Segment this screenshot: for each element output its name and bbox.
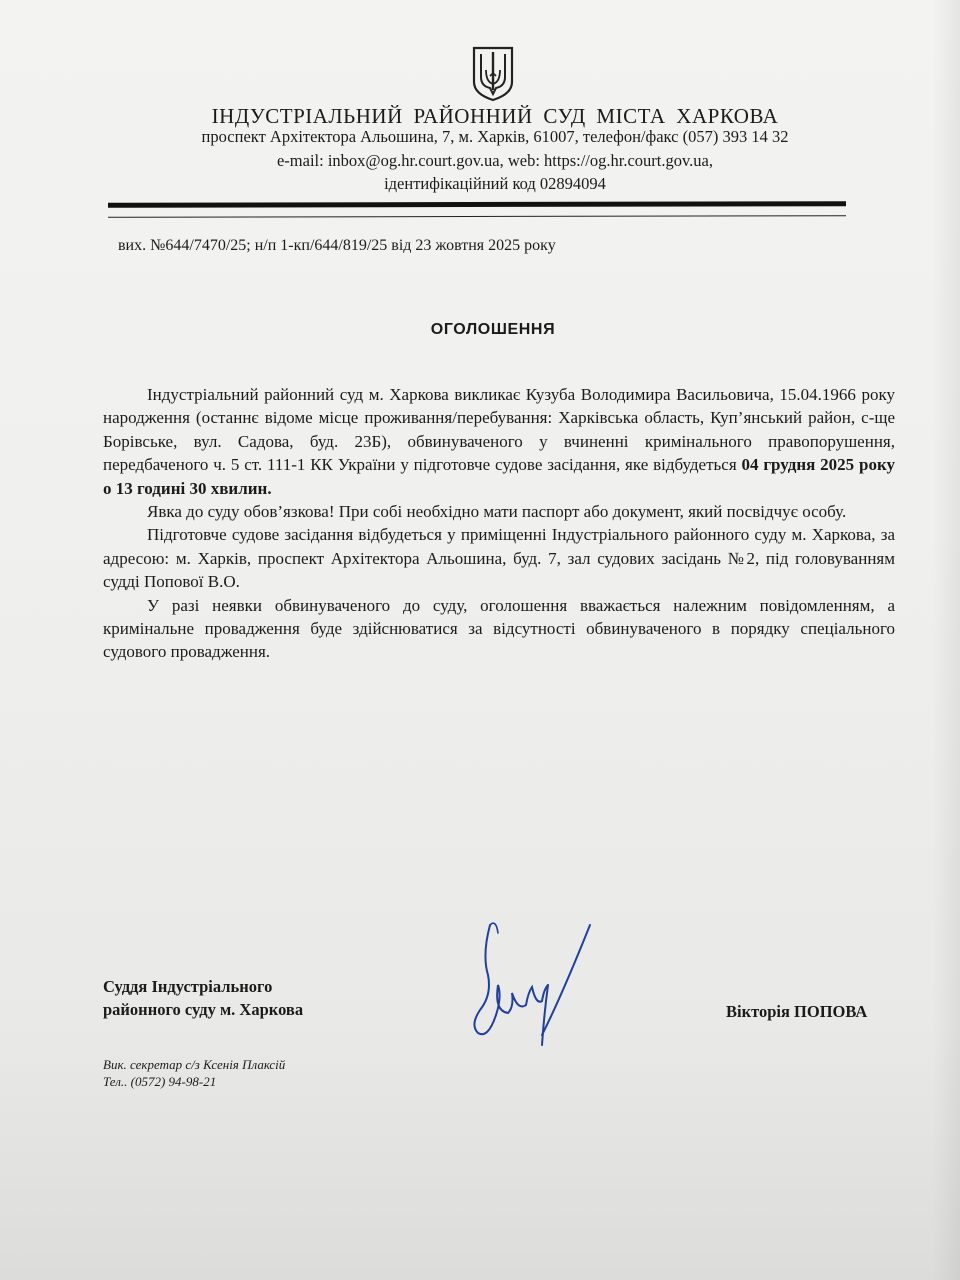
coat-of-arms-icon: [471, 46, 515, 102]
outgoing-reference: вих. №644/7470/25; н/п 1-кп/644/819/25 від 23 жовтня 2025 року: [118, 237, 556, 254]
executor-phone: Тел.. (0572) 94-98-21: [103, 1074, 217, 1089]
judge-name: Вікторія ПОПОВА: [726, 1002, 868, 1021]
court-name: ІНДУСТРІАЛЬНИЙ РАЙОННИЙ СУД МІСТА ХАРКОВА: [211, 104, 779, 128]
judge-position: [103, 975, 303, 1021]
paragraph-attendance: Явка до суду обов’язкова! При собі необхідно мати паспорт або документ, який посвідчує особу.: [147, 502, 847, 522]
header-divider-thin: [108, 215, 846, 218]
paragraph-summons: [103, 383, 895, 500]
court-id-code: ідентифікаційний код 02894094: [384, 174, 606, 193]
header-divider-thick: [108, 201, 846, 208]
announcement-body: [103, 383, 895, 664]
judge-position-line1: Суддя Індустріального: [103, 977, 273, 996]
court-address: проспект Архітектора Альошина, 7, м. Харків, 61007, телефон/факс (057) 393 14 32: [201, 127, 789, 146]
document-title: ОГОЛОШЕННЯ: [430, 321, 556, 338]
executor-name: Вик. секретар с/з Ксенія Плаксій: [103, 1057, 286, 1072]
judge-position-line2: районного суду м. Харкова: [103, 1000, 304, 1019]
court-contacts: e-mail: inbox@og.hr.court.gov.ua, web: https://og.hr.court.gov.ua,: [276, 151, 714, 170]
paragraph-consequences: У разі неявки обвинуваченого до суду, оголошення вважається належним повідомленням, а кримінальне провадження буде здійснюватися за відсутності обвинуваченого в порядку спеціального судового провадження.: [103, 595, 895, 662]
hearing-datetime: 04 грудня 2025 року о 13 годині 30 хвилин.: [103, 455, 895, 498]
handwritten-signature: [452, 915, 612, 1055]
executor-note: [103, 1056, 285, 1090]
paragraph-location: Підготовче судове засідання відбудеться у приміщенні Індустріального районного суду м. Харкова, за адресою: м. Харків, проспект Архітектора Альошина, буд. 7, зал судових засідань №2, під головуванням судді Попової В.О.: [103, 525, 895, 592]
summons-text: Індустріальний районний суд м. Харкова викликає Кузуба Володимира Васильовича, 15.04.1966 року народження (останнє відоме місце проживання/перебування: Харківська область, Куп’янський район, с-ще Борівське, вул. Садова, буд. 23Б), обвинуваченого у вчиненні кримінального правопорушення, передбаченого ч. 5 ст. 111-1 КК України у підготовче судове засідання, яке відбудеться: [103, 385, 895, 475]
